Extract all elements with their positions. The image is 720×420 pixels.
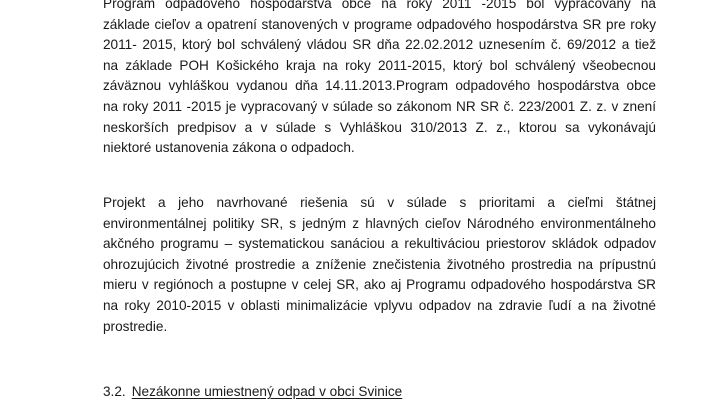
text-line: na roky 2011 -2015 je vypracovaný v súlade so zákonom NR SR č. 223/2001 Z. z. v znení [103,98,656,114]
text-line: mieru v regiónoch a postupne v celej SR, ako aj Programu odpadového hospodárstva SR [103,277,656,293]
text-line: záväznou vyhláškou vydanou dňa 14.11.2013.Program odpadového hospodárstva obce [103,78,656,94]
section-number: 3.2. [103,384,126,399]
paragraph-waste-program [103,0,656,159]
text-line: ohrozujúcich životné prostredie a zníženie znečistenia životného prostredia na prípustnú [103,256,656,272]
text-line: na základe POH Košického kraja na roky 2011-2015, ktorý bol schválený všeobecnou [103,57,656,73]
paragraph-project-compliance [103,193,656,337]
section-heading [103,382,402,403]
text-line: základe cieľov a opatrení stanovených v programe odpadového hospodárstva SR pre roky [103,16,656,32]
text-line: 2011- 2015, ktorý bol schválený vládou SR dňa 22.02.2012 uznesením č. 69/2012 a tiež [103,37,656,53]
text-line: Program odpadového hospodárstva obce na roky 2011 -2015 bol vypracovaný na [103,0,656,11]
section-title: Nezákonne umiestnený odpad v obci Svinice [131,384,403,399]
text-line: prostredie. [103,318,168,334]
text-line: neskorších predpisov a v súlade s Vyhláškou 310/2013 Z. z., ktorou sa vykonávajú [103,119,656,135]
text-line: akčného programu – systematickou sanáciou a rekultiváciou priestorov skládok odpadov [103,236,656,252]
text-line: na roky 2010-2015 v oblasti minimalizácie vplyvu odpadov na zdravie ľudí a na životné [103,297,656,313]
text-line: Projekt a jeho navrhované riešenia sú v súlade s prioritami a cieľmi štátnej [103,195,656,210]
text-line: environmentálnej politiky SR, s jedným z hlavných cieľov Národného environmentálneho [103,215,656,231]
text-line: niektoré ustanovenia zákona o odpadoch. [103,140,355,156]
